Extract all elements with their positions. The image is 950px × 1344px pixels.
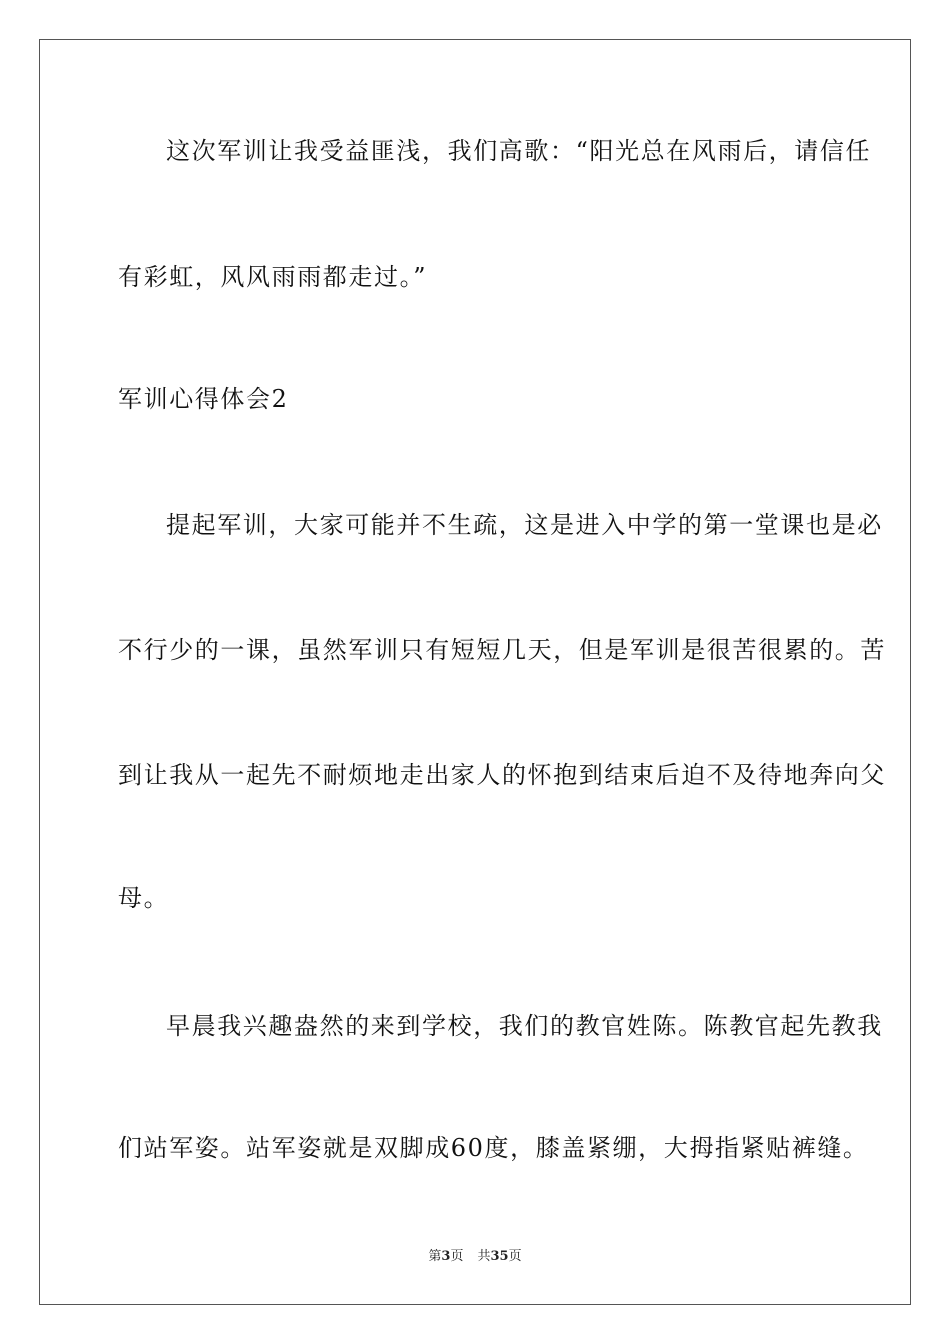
page-footer (0, 1248, 950, 1266)
page-suffix: 页 (450, 1249, 464, 1264)
paragraph-line-1: 这次军训让我受益匪浅，我们高歌：“阳光总在风雨后，请信任 (166, 137, 872, 165)
paragraph-line-5: 到让我从一起先不耐烦地走出家人的怀抱到结束后迫不及待地奔向父 (118, 761, 886, 789)
section-heading: 军训心得体会2 (118, 385, 289, 413)
page-border (39, 39, 911, 1305)
paragraph-line-6: 母。 (118, 884, 170, 912)
page-number: 3 (441, 1249, 451, 1264)
paragraph-line-4: 不行少的一课，虽然军训只有短短几天，但是军训是很苦很累的。苦 (118, 636, 886, 664)
paragraph-line-7: 早晨我兴趣盎然的来到学校，我们的教官姓陈。陈教官起先教我 (166, 1012, 883, 1040)
paragraph-line-3: 提起军训，大家可能并不生疏，这是进入中学的第一堂课也是必 (166, 511, 883, 539)
total-pages: 35 (490, 1249, 509, 1264)
total-prefix: 共 (477, 1249, 491, 1264)
paragraph-line-2: 有彩虹，风风雨雨都走过。” (118, 263, 428, 291)
total-suffix: 页 (508, 1249, 522, 1264)
paragraph-line-8: 们站军姿。站军姿就是双脚成60度，膝盖紧绷，大拇指紧贴裤缝。 (118, 1134, 869, 1162)
page-prefix: 第 (428, 1249, 442, 1264)
